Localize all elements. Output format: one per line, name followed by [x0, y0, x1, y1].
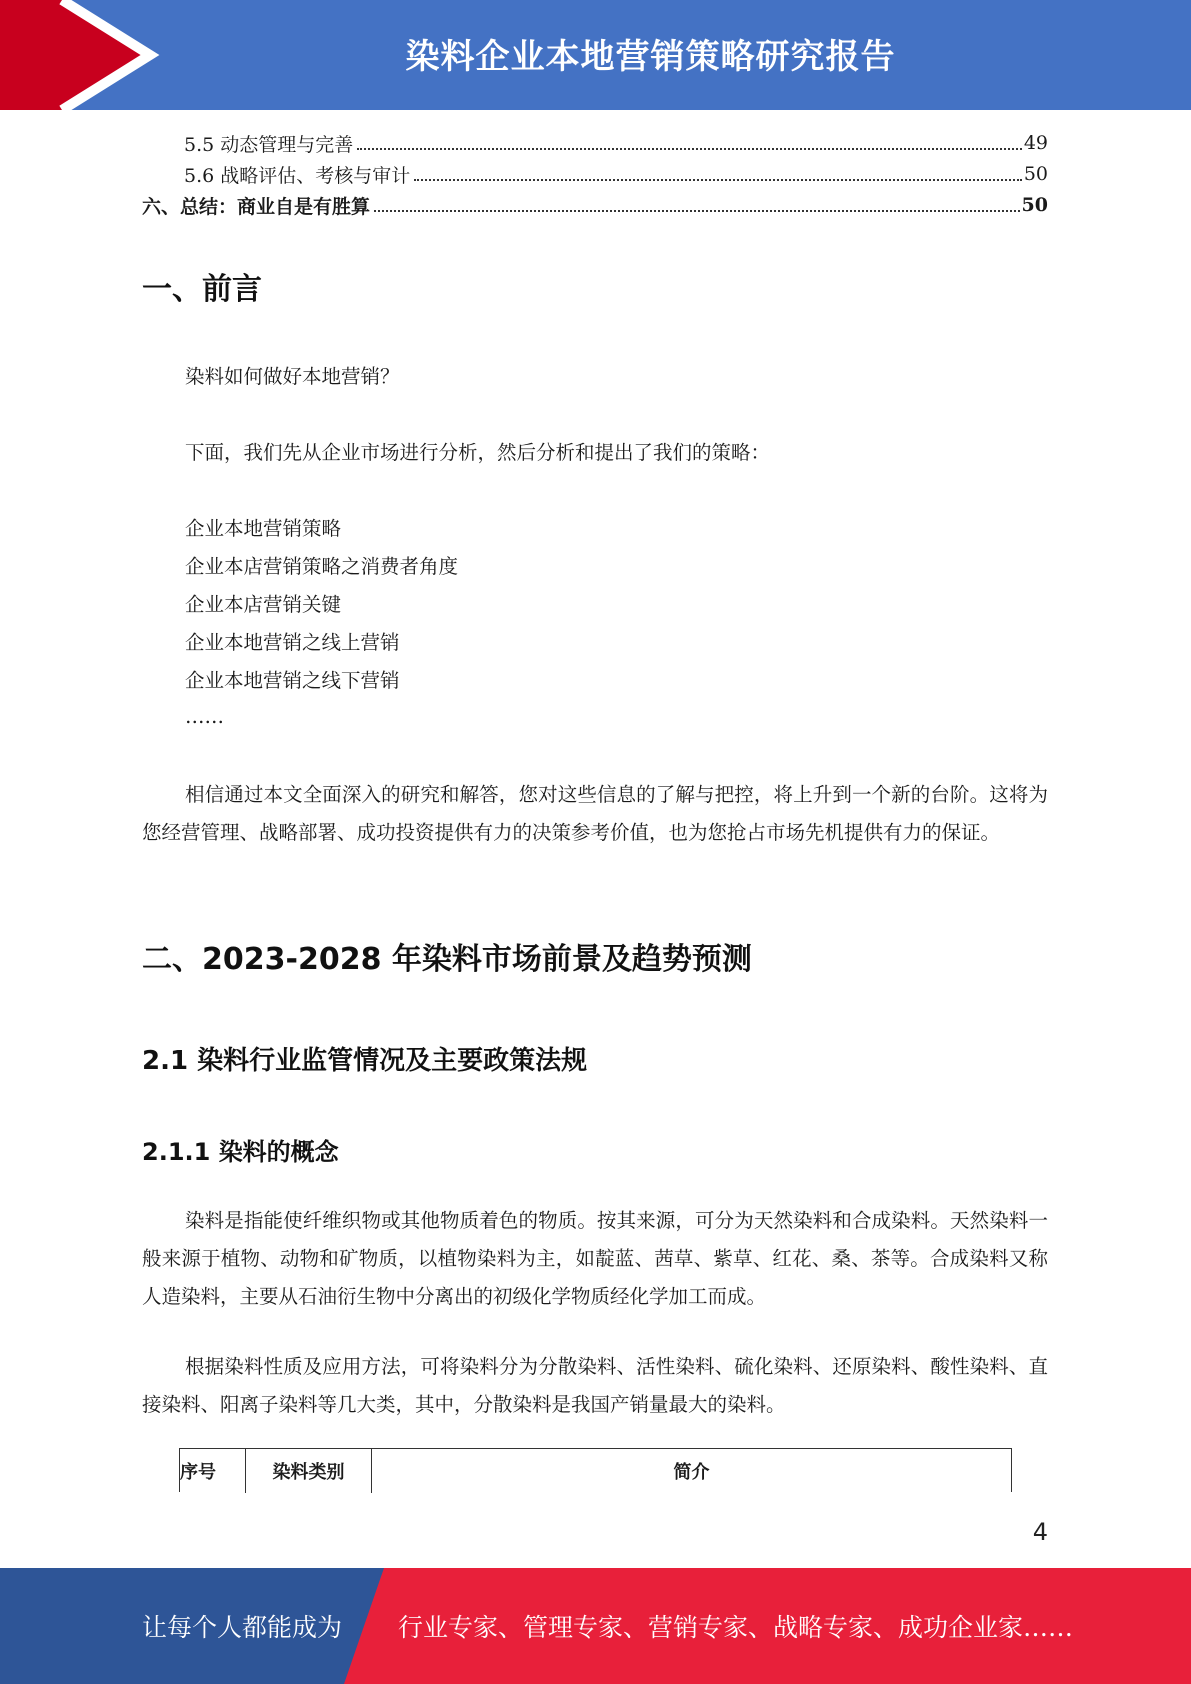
intro-list-item: 企业本地营销之线下营销: [185, 669, 400, 692]
toc-entry[interactable]: [142, 190, 1048, 220]
dye-category-table: [179, 1448, 1012, 1492]
toc-entry-page: 50: [1023, 163, 1048, 185]
table-header-cell: 序号: [180, 1449, 246, 1493]
toc-entry-page: 49: [1023, 132, 1048, 154]
dye-definition-paragraph: 染料是指能使纤维织物或其他物质着色的物质。按其来源，可分为天然染料和合成染料。天然染料一般来源于植物、动物和矿物质，以植物染料为主，如靛蓝、茜草、紫草、红花、桑、茶等。合成染料又称人造染料，主要从石油衍生物中分离出的初级化学物质经化学加工而成。: [142, 1209, 1048, 1308]
footer-slogan-left: 让每个人都能成为: [142, 1613, 343, 1642]
dye-classification-paragraph: 根据染料性质及应用方法，可将染料分为分散染料、活性染料、硫化染料、还原染料、酸性染料、直接染料、阳离子染料等几大类，其中，分散染料是我国产销量最大的染料。: [142, 1355, 1048, 1416]
toc-entry[interactable]: [142, 159, 1048, 189]
page-header: [0, 0, 1191, 110]
intro-list-item: 企业本店营销策略之消费者角度: [185, 555, 459, 578]
toc-entry-page: 50: [1021, 194, 1048, 216]
intro-list-item: 企业本地营销策略: [185, 517, 342, 540]
subsection-heading-2-1-1: 2.1.1 染料的概念: [142, 1138, 339, 1166]
intro-list-item: 企业本店营销关键: [185, 593, 342, 616]
toc-entry-label: 5.6 战略评估、考核与审计: [184, 164, 411, 187]
page-number: 4: [1032, 1518, 1048, 1546]
table-header-cell: 简介: [673, 1462, 710, 1483]
toc-leader-dots: [414, 159, 1022, 189]
section-heading-forecast: 二、2023-2028 年染料市场前景及趋势预测: [142, 942, 752, 977]
report-title: 染料企业本地营销策略研究报告: [405, 36, 896, 77]
intro-list-ellipsis: ……: [185, 705, 224, 728]
toc-leader-dots: [357, 128, 1022, 158]
intro-closing-paragraph: 相信通过本文全面深入的研究和解答，您对这些信息的了解与把控，将上升到一个新的台阶。这将为您经营管理、战略部署、成功投资提供有力的决策参考价值，也为您抢占市场先机提供有力的保证。: [142, 783, 1048, 844]
intro-question: 染料如何做好本地营销？: [185, 365, 400, 388]
subsection-heading-2-1: 2.1 染料行业监管情况及主要政策法规: [142, 1046, 588, 1076]
toc-entry-label: 5.5 动态管理与完善: [184, 133, 354, 156]
intro-list-item: 企业本地营销之线上营销: [185, 631, 400, 654]
section-heading-intro: 一、前言: [142, 272, 262, 307]
intro-lead: 下面，我们先从企业市场进行分析，然后分析和提出了我们的策略：: [185, 441, 771, 464]
footer-slogan-right: 行业专家、管理专家、营销专家、战略专家、成功企业家……: [398, 1613, 1074, 1642]
toc-entry-label: 六、总结：商业自是有胜算: [142, 195, 371, 218]
toc-leader-dots: [374, 190, 1020, 220]
page-footer: [0, 1568, 1191, 1684]
toc-entry[interactable]: [142, 128, 1048, 158]
table-header-cell: 染料类别: [246, 1449, 372, 1493]
